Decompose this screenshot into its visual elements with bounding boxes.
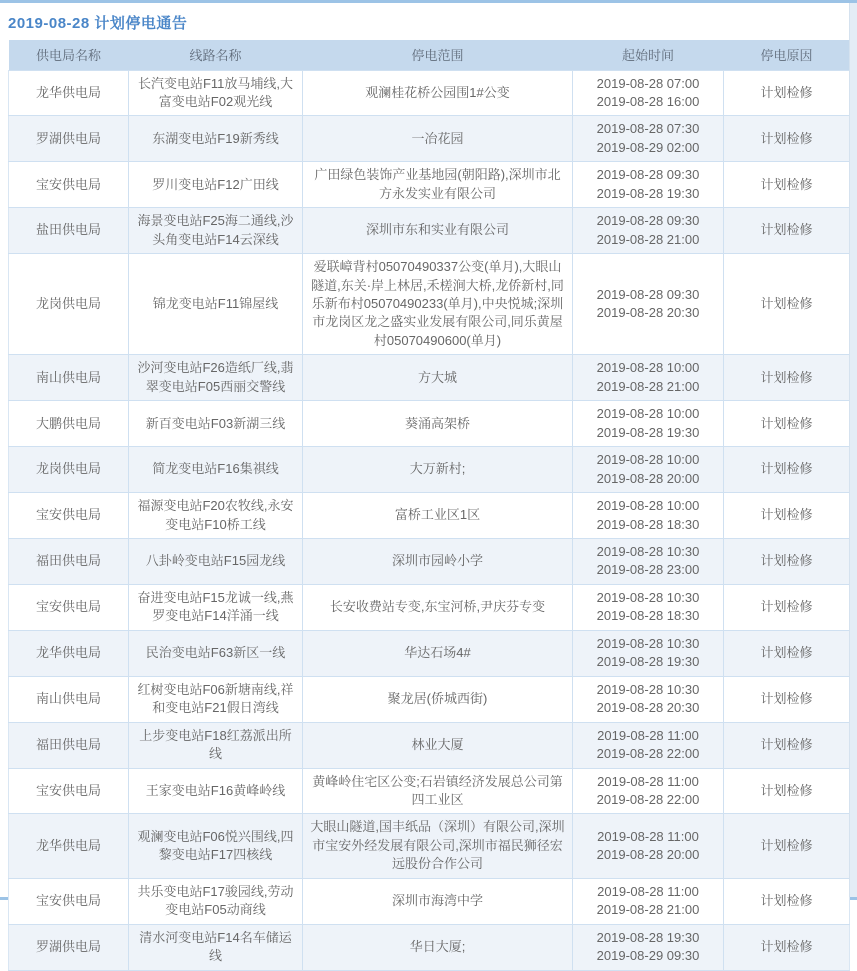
reason-cell: 计划检修: [724, 539, 850, 585]
header-line: 线路名称: [129, 40, 303, 70]
table-row: [9, 814, 850, 878]
bureau-cell: 大鹏供电局: [9, 401, 129, 447]
time-cell: [573, 924, 724, 970]
bureau-cell: 盐田供电局: [9, 208, 129, 254]
reason-cell: 计划检修: [724, 208, 850, 254]
end-time: 2019-08-28 18:30: [596, 608, 700, 624]
reason-cell: 计划检修: [724, 878, 850, 924]
scope-cell: 方大城: [303, 355, 573, 401]
end-time: 2019-08-28 18:30: [596, 516, 700, 532]
time-cell: [573, 630, 724, 676]
start-time: 2019-08-28 09:30: [596, 213, 700, 229]
table-row: [9, 878, 850, 924]
line-cell: 上步变电站F18红荔派出所线: [129, 722, 303, 768]
time-cell: [573, 768, 724, 814]
outage-table-header: [9, 40, 850, 70]
reason-cell: 计划检修: [724, 116, 850, 162]
time-cell: [573, 878, 724, 924]
scope-cell: 长安收费站专变,东宝河桥,尹庆芬专变: [303, 584, 573, 630]
end-time: 2019-08-28 19:30: [596, 424, 700, 440]
scope-cell: 大眼山隧道,国丰纸品（深圳）有限公司,深圳市宝安外经发展有限公司,深圳市福民狮径宏远股份合作公司: [303, 814, 573, 878]
table-row: [9, 70, 850, 116]
reason-cell: 计划检修: [724, 447, 850, 493]
table-row: [9, 584, 850, 630]
scope-cell: 葵涌高架桥: [303, 401, 573, 447]
time-cell: [573, 584, 724, 630]
end-time: 2019-08-28 19:30: [596, 654, 700, 670]
line-cell: 八卦岭变电站F15园龙线: [129, 539, 303, 585]
start-time: 2019-08-28 10:30: [596, 589, 700, 605]
scope-cell: 爱联嶂背村05070490337公变(单月),大眼山隧道,东关·岸上林居,禾槎涧大桥,龙侨新村,同乐新布村05070490233(单月),中央悦城;深圳市龙岗区龙之盛实业发展有限公司,同乐黄屋村05070490600(单月): [303, 254, 573, 355]
end-time: 2019-08-28 21:00: [596, 378, 700, 394]
bureau-cell: 宝安供电局: [9, 768, 129, 814]
line-cell: 王家变电站F16黄峰岭线: [129, 768, 303, 814]
line-cell: 清水河变电站F14名车储运线: [129, 924, 303, 970]
line-cell: 福源变电站F20农牧线,永安变电站F10桥工线: [129, 493, 303, 539]
reason-cell: 计划检修: [724, 70, 850, 116]
end-time: 2019-08-28 21:00: [596, 231, 700, 247]
time-cell: [573, 722, 724, 768]
reason-cell: 计划检修: [724, 162, 850, 208]
table-row: [9, 116, 850, 162]
table-row: [9, 254, 850, 355]
table-row: [9, 447, 850, 493]
line-cell: 锦龙变电站F11锦屋线: [129, 254, 303, 355]
header-time: 起始时间: [573, 40, 724, 70]
end-time: 2019-08-29 02:00: [596, 139, 700, 155]
table-row: [9, 722, 850, 768]
scope-cell: 华日大厦;: [303, 924, 573, 970]
line-cell: 沙河变电站F26造纸厂线,翡翠变电站F05西丽交警线: [129, 355, 303, 401]
time-cell: [573, 539, 724, 585]
reason-cell: 计划检修: [724, 254, 850, 355]
bureau-cell: 龙华供电局: [9, 630, 129, 676]
reason-cell: 计划检修: [724, 584, 850, 630]
reason-cell: 计划检修: [724, 722, 850, 768]
line-cell: 罗川变电站F12广田线: [129, 162, 303, 208]
line-cell: 红树变电站F06新塘南线,祥和变电站F21假日湾线: [129, 676, 303, 722]
table-row: [9, 768, 850, 814]
time-cell: [573, 447, 724, 493]
line-cell: 新百变电站F03新湖三线: [129, 401, 303, 447]
reason-cell: 计划检修: [724, 401, 850, 447]
table-row: [9, 355, 850, 401]
time-cell: [573, 254, 724, 355]
start-time: 2019-08-28 11:00: [597, 883, 699, 899]
header-scope: 停电范围: [303, 40, 573, 70]
line-cell: 共乐变电站F17骏园线,劳动变电站F05动商线: [129, 878, 303, 924]
scope-cell: 深圳市东和实业有限公司: [303, 208, 573, 254]
time-cell: [573, 355, 724, 401]
start-time: 2019-08-28 11:00: [597, 727, 699, 743]
outage-table-body: [9, 70, 850, 970]
end-time: 2019-08-28 21:00: [596, 902, 700, 918]
reason-cell: 计划检修: [724, 676, 850, 722]
reason-cell: 计划检修: [724, 924, 850, 970]
reason-cell: 计划检修: [724, 630, 850, 676]
start-time: 2019-08-28 07:00: [596, 75, 700, 91]
bureau-cell: 宝安供电局: [9, 162, 129, 208]
scope-cell: 富桥工业区1区: [303, 493, 573, 539]
line-cell: 简龙变电站F16集祺线: [129, 447, 303, 493]
scope-cell: 华达石场4#: [303, 630, 573, 676]
table-row: [9, 401, 850, 447]
bureau-cell: 福田供电局: [9, 722, 129, 768]
scope-cell: 黄峰岭住宅区公变;石岩镇经济发展总公司第四工业区: [303, 768, 573, 814]
end-time: 2019-08-28 20:30: [596, 305, 700, 321]
time-cell: [573, 208, 724, 254]
time-cell: [573, 70, 724, 116]
scope-cell: 林业大厦: [303, 722, 573, 768]
bureau-cell: 宝安供电局: [9, 878, 129, 924]
line-cell: 奋进变电站F15龙诚一线,燕罗变电站F14洋涌一线: [129, 584, 303, 630]
end-time: 2019-08-28 20:00: [596, 470, 700, 486]
table-row: [9, 630, 850, 676]
bureau-cell: 南山供电局: [9, 355, 129, 401]
start-time: 2019-08-28 11:00: [597, 828, 699, 844]
start-time: 2019-08-28 19:30: [596, 929, 700, 945]
reason-cell: 计划检修: [724, 355, 850, 401]
time-cell: [573, 814, 724, 878]
start-time: 2019-08-28 10:00: [596, 452, 700, 468]
start-time: 2019-08-28 07:30: [596, 121, 700, 137]
scope-cell: 深圳市园岭小学: [303, 539, 573, 585]
bureau-cell: 龙华供电局: [9, 70, 129, 116]
table-row: [9, 208, 850, 254]
start-time: 2019-08-28 11:00: [597, 773, 699, 789]
page-right-edge: [849, 3, 857, 897]
bureau-cell: 龙岗供电局: [9, 254, 129, 355]
scope-cell: 一冶花园: [303, 116, 573, 162]
time-cell: [573, 162, 724, 208]
header-reason: 停电原因: [724, 40, 850, 70]
line-cell: 东湖变电站F19新秀线: [129, 116, 303, 162]
reason-cell: 计划检修: [724, 493, 850, 539]
start-time: 2019-08-28 10:00: [596, 360, 700, 376]
start-time: 2019-08-28 10:00: [596, 498, 700, 514]
start-time: 2019-08-28 10:00: [596, 406, 700, 422]
bureau-cell: 宝安供电局: [9, 584, 129, 630]
line-cell: 长汽变电站F11放马埔线,大富变电站F02观光线: [129, 70, 303, 116]
time-cell: [573, 116, 724, 162]
line-cell: 海景变电站F25海二通线,沙头角变电站F14云深线: [129, 208, 303, 254]
table-row: [9, 493, 850, 539]
end-time: 2019-08-28 23:00: [596, 562, 700, 578]
end-time: 2019-08-28 20:30: [596, 700, 700, 716]
line-cell: 民治变电站F63新区一线: [129, 630, 303, 676]
start-time: 2019-08-28 10:30: [596, 635, 700, 651]
start-time: 2019-08-28 09:30: [596, 167, 700, 183]
end-time: 2019-08-28 16:00: [596, 93, 700, 109]
start-time: 2019-08-28 09:30: [596, 286, 700, 302]
table-row: [9, 924, 850, 970]
header-bureau: 供电局名称: [9, 40, 129, 70]
start-time: 2019-08-28 10:30: [596, 681, 700, 697]
table-row: [9, 539, 850, 585]
bureau-cell: 宝安供电局: [9, 493, 129, 539]
scope-cell: 深圳市海湾中学: [303, 878, 573, 924]
scope-cell: 大万新村;: [303, 447, 573, 493]
page-title: 2019-08-28 计划停电通告: [8, 15, 188, 32]
scope-cell: 广田绿色装饰产业基地园(朝阳路),深圳市北方永发实业有限公司: [303, 162, 573, 208]
bureau-cell: 南山供电局: [9, 676, 129, 722]
start-time: 2019-08-28 10:30: [596, 544, 700, 560]
time-cell: [573, 401, 724, 447]
end-time: 2019-08-28 22:00: [596, 792, 700, 807]
scope-cell: 观澜桂花桥公园围1#公变: [303, 70, 573, 116]
time-cell: [573, 676, 724, 722]
scope-cell: 聚龙居(侨城西街): [303, 676, 573, 722]
bureau-cell: 福田供电局: [9, 539, 129, 585]
table-row: [9, 162, 850, 208]
end-time: 2019-08-28 19:30: [596, 185, 700, 201]
bureau-cell: 龙岗供电局: [9, 447, 129, 493]
reason-cell: 计划检修: [724, 768, 850, 814]
bureau-cell: 罗湖供电局: [9, 924, 129, 970]
bureau-cell: 罗湖供电局: [9, 116, 129, 162]
end-time: 2019-08-28 22:00: [596, 746, 700, 762]
time-cell: [573, 493, 724, 539]
outage-table: [8, 40, 850, 971]
reason-cell: 计划检修: [724, 814, 850, 878]
line-cell: 观澜变电站F06悦兴围线,四黎变电站F17四核线: [129, 814, 303, 878]
end-time: 2019-08-29 09:30: [596, 948, 700, 964]
end-time: 2019-08-28 20:00: [596, 847, 700, 863]
table-row: [9, 676, 850, 722]
bureau-cell: 龙华供电局: [9, 814, 129, 878]
